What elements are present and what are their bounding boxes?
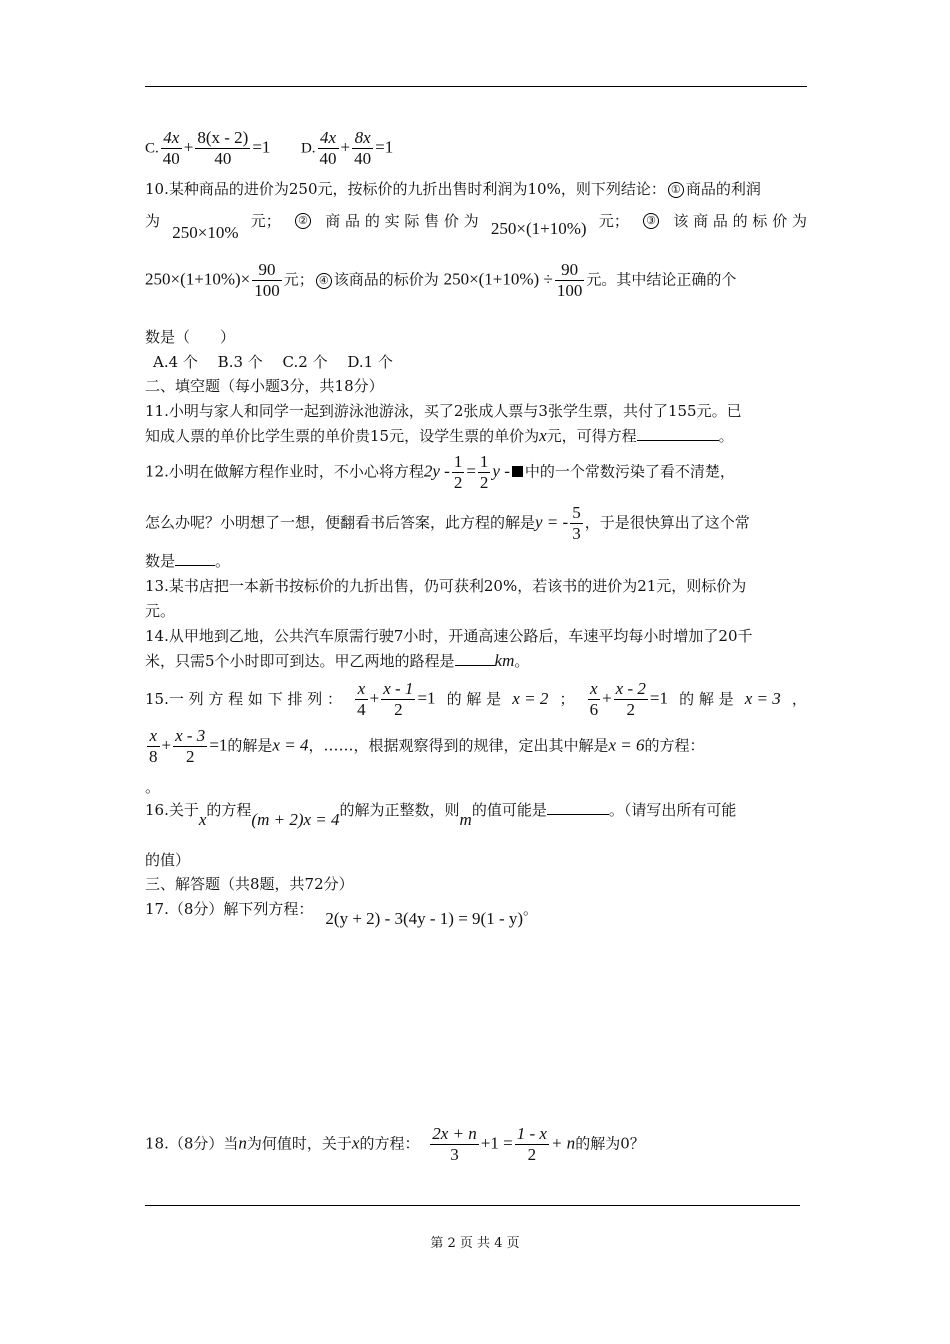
q9-options: C. $\frac{4x}{40}$ + $\frac{8(x - 2)}{40}$ =1 D. $\frac{4x}{40}$ + $\frac{8x}{40}$ =1 (145, 128, 394, 168)
q11-line2: 知成人票的单价比学生票的单价贵15元，设学生票的单价为x元，可得方程 。 (145, 426, 734, 445)
answer-blank[interactable] (175, 551, 215, 566)
q12-line2: 怎么办呢？小明想了一想，便翻看书后答案，此方程的解是y = - $\frac{5}{3}$ ，于是很快算出了这个常 (145, 503, 750, 543)
q15-line3: 。 (145, 778, 161, 796)
fraction: $\frac{90}{100}$ (556, 260, 583, 300)
fraction: $\frac{x - 1}{2}$ (383, 678, 414, 719)
circled-number: ② (295, 213, 311, 229)
circled-number: ① (668, 182, 684, 198)
page-number: 第 2 页 共 4 页 (430, 1236, 520, 1251)
fraction: $\frac{90}{100}$ (254, 260, 280, 300)
section-answer-title: 三、解答题（共8题，共72分） (145, 875, 354, 893)
fraction: $\frac{1}{2}$ (453, 452, 463, 492)
header-rule (145, 86, 807, 87)
fraction: $\frac{2x + n}{3}$ (432, 1124, 477, 1164)
fraction: $\frac{x}{4}$ (357, 678, 366, 719)
q15-line2: $\frac{x}{8}$ + $\frac{x - 3}{2}$ =1的解是x = 4，……，根据观察得到的规律，定出其中解是x = 6的方程： (149, 726, 705, 766)
footer-rule (145, 1205, 800, 1206)
q16-line1: 16.关于x的方程(m + 2)x = 4的解为正整数，则m的值可能是 。（请写出所有可能 (145, 801, 737, 829)
fraction: $\frac{8x}{40}$ (354, 128, 372, 168)
q10-line1: 10.某种商品的进价为250元，按标价的九折出售时利润为10%，则下列结论： ① 商品的利润 (145, 180, 761, 198)
q10-line4: 数是（ ） (145, 328, 236, 346)
q15-line1: 15.一 列 方 程 如 下 排 列 ： $\frac{x}{4}$ + $\frac{x - 1}{2}$ =1 的 解 是 x = 2 ； $\frac{x}{6}$ + $\frac{x - 2}{2}$ =1 的 解 是 x = 3 ， (145, 678, 807, 719)
fraction: $\frac{1}{2}$ (479, 452, 489, 492)
fraction: $\frac{4x}{40}$ (162, 128, 180, 168)
fraction: $\frac{1 - x}{2}$ (516, 1124, 547, 1164)
fraction: $\frac{8(x - 2)}{40}$ (197, 128, 249, 168)
q14-line2: 米，只需5个小时即可到达。甲乙两地的路程是 km。 (145, 651, 530, 670)
fraction: $\frac{x - 2}{2}$ (615, 678, 646, 719)
fraction: $\frac{4x}{40}$ (319, 128, 337, 168)
q13-line1: 13.某书店把一本新书按标价的九折出售，仍可获利20%，若该书的进价为21元，则标价为 (145, 577, 747, 595)
fraction: $\frac{x - 3}{2}$ (175, 726, 206, 766)
q12-line3: 数是 。 (145, 552, 231, 570)
q11-line1: 11.小明与家人和同学一起到游泳池游泳，买了2张成人票与3张学生票，共付了155元。已 (145, 402, 742, 420)
ink-stain-square (512, 466, 523, 477)
fraction: $\frac{x}{6}$ (589, 678, 599, 719)
fraction: $\frac{x}{8}$ (149, 726, 158, 766)
section-fill-blank-title: 二、填空题（每小题3分，共18分） (145, 377, 384, 395)
answer-blank[interactable] (455, 651, 495, 666)
circled-number: ④ (316, 273, 332, 289)
q10-line2: 为 250×10% 元； ② 商 品 的 实 际 售 价 为 250×(1+10%) 元； ③ 该 商 品 的 标 价 为 (145, 212, 807, 242)
answer-blank[interactable] (637, 426, 719, 441)
q17-line1: 17.（8分）解下列方程： 2(y + 2) - 3(4y - 1) = 9(1 - y)。 (145, 900, 539, 928)
q18-line1: 18.（8分）当n为何值时，关于x的方程： $\frac{2x + n}{3}$ +1 = $\frac{1 - x}{2}$ + n的解为0？ (145, 1124, 645, 1164)
q14-line1: 14.从甲地到乙地，公共汽车原需行驶7小时，开通高速公路后，车速平均每小时增加了20千 (145, 627, 753, 645)
circled-number: ③ (643, 213, 659, 229)
q13-line2: 元。 (145, 602, 176, 620)
fraction: $\frac{5}{3}$ (572, 503, 581, 543)
answer-blank[interactable] (547, 800, 609, 815)
q10-line3: 250×(1+10%)× $\frac{90}{100}$ 元； ④ 该商品的标价为 250×(1+10%) ÷ $\frac{90}{100}$ 元。其中结论正确的个 (145, 260, 737, 300)
q12-line1: 12.小明在做解方程作业时，不小心将方程2y - $\frac{1}{2}$ = $\frac{1}{2}$ y - 中的一个常数污染了看不清楚， (145, 452, 735, 492)
q10-options: A.4 个 B.3 个 C.2 个 D.1 个 (153, 353, 393, 371)
q16-line2: 的值） (145, 851, 191, 869)
